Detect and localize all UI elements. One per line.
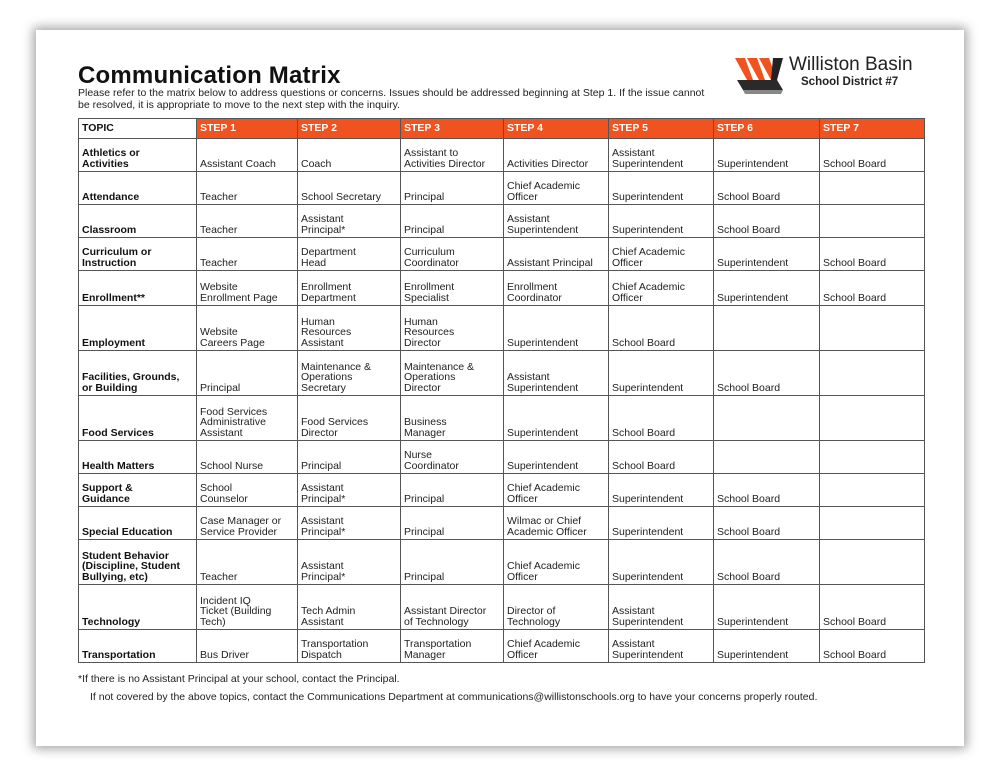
step-3-cell: Curriculum Coordinator: [401, 238, 504, 271]
step-5-cell: Superintendent: [609, 540, 714, 585]
step-3-cell: Principal: [401, 540, 504, 585]
step-5-cell: School Board: [609, 306, 714, 351]
intro-text: Please refer to the matrix below to address questions or concerns. Issues should be addressed beginning at Step 1. If the issue cannot be resolved, it is appropriate to move to the next step with the inquiry.: [78, 87, 705, 111]
step-2-cell: Tech Admin Assistant: [298, 585, 401, 630]
topic-cell: Athletics or Activities: [79, 139, 197, 172]
step-6-cell: School Board: [714, 474, 820, 507]
header-step-6: STEP 6: [714, 119, 820, 139]
step-2-cell: School Secretary: [298, 172, 401, 205]
step-5-cell: School Board: [609, 396, 714, 441]
step-4-cell: Assistant Superintendent: [504, 205, 609, 238]
step-6-cell: [714, 306, 820, 351]
topic-cell: Attendance: [79, 172, 197, 205]
step-2-cell: Assistant Principal*: [298, 507, 401, 540]
step-4-cell: Activities Director: [504, 139, 609, 172]
step-4-cell: Superintendent: [504, 441, 609, 474]
step-4-cell: Director of Technology: [504, 585, 609, 630]
step-6-cell: Superintendent: [714, 238, 820, 271]
contact-note: If not covered by the above topics, contact the Communications Department at communications@willistonschools.org to have your concerns properly routed.: [90, 691, 818, 703]
topic-cell: Curriculum or Instruction: [79, 238, 197, 271]
step-6-cell: School Board: [714, 540, 820, 585]
step-6-cell: School Board: [714, 172, 820, 205]
document-page: [36, 30, 964, 746]
topic-cell: Student Behavior (Discipline, Student Bullying, etc): [79, 540, 197, 585]
step-6-cell: School Board: [714, 351, 820, 396]
step-6-cell: Superintendent: [714, 585, 820, 630]
step-5-cell: Superintendent: [609, 351, 714, 396]
step-7-cell: [820, 172, 925, 205]
table-row: [79, 351, 925, 396]
step-1-cell: Principal: [197, 351, 298, 396]
table-row: [79, 306, 925, 351]
topic-cell: Employment: [79, 306, 197, 351]
topic-cell: Support & Guidance: [79, 474, 197, 507]
step-7-cell: [820, 396, 925, 441]
table-row: [79, 630, 925, 663]
topic-cell: Food Services: [79, 396, 197, 441]
step-4-cell: Chief Academic Officer: [504, 172, 609, 205]
page-title: Communication Matrix: [78, 62, 341, 89]
step-2-cell: Enrollment Department: [298, 271, 401, 306]
table-row: [79, 271, 925, 306]
step-7-cell: [820, 351, 925, 396]
step-5-cell: Superintendent: [609, 507, 714, 540]
header-step-7: STEP 7: [820, 119, 925, 139]
table-row: [79, 507, 925, 540]
step-1-cell: Food Services Administrative Assistant: [197, 396, 298, 441]
header-step-3: STEP 3: [401, 119, 504, 139]
step-7-cell: School Board: [820, 139, 925, 172]
table-row: [79, 172, 925, 205]
step-4-cell: Assistant Principal: [504, 238, 609, 271]
topic-cell: Special Education: [79, 507, 197, 540]
step-7-cell: [820, 441, 925, 474]
step-5-cell: Superintendent: [609, 474, 714, 507]
table-row: [79, 396, 925, 441]
step-6-cell: [714, 441, 820, 474]
logo-name: Williston Basin: [789, 54, 913, 75]
step-6-cell: Superintendent: [714, 630, 820, 663]
step-1-cell: Bus Driver: [197, 630, 298, 663]
step-6-cell: Superintendent: [714, 271, 820, 306]
table-row: [79, 474, 925, 507]
step-3-cell: Transportation Manager: [401, 630, 504, 663]
step-1-cell: Case Manager or Service Provider: [197, 507, 298, 540]
step-3-cell: Business Manager: [401, 396, 504, 441]
step-7-cell: School Board: [820, 271, 925, 306]
step-7-cell: [820, 306, 925, 351]
district-logo: [733, 50, 933, 100]
footnote: *If there is no Assistant Principal at your school, contact the Principal.: [78, 673, 400, 685]
step-2-cell: Transportation Dispatch: [298, 630, 401, 663]
table-header-row: [79, 119, 925, 139]
table-row: [79, 139, 925, 172]
topic-cell: Enrollment**: [79, 271, 197, 306]
step-1-cell: Teacher: [197, 238, 298, 271]
step-4-cell: Enrollment Coordinator: [504, 271, 609, 306]
step-2-cell: Assistant Principal*: [298, 540, 401, 585]
step-1-cell: Website Careers Page: [197, 306, 298, 351]
step-7-cell: [820, 205, 925, 238]
step-2-cell: Maintenance & Operations Secretary: [298, 351, 401, 396]
step-3-cell: Human Resources Director: [401, 306, 504, 351]
step-1-cell: Assistant Coach: [197, 139, 298, 172]
step-2-cell: Assistant Principal*: [298, 474, 401, 507]
step-3-cell: Principal: [401, 205, 504, 238]
step-4-cell: Superintendent: [504, 306, 609, 351]
step-4-cell: Chief Academic Officer: [504, 630, 609, 663]
topic-cell: Transportation: [79, 630, 197, 663]
step-5-cell: Assistant Superintendent: [609, 630, 714, 663]
step-7-cell: School Board: [820, 630, 925, 663]
step-3-cell: Assistant to Activities Director: [401, 139, 504, 172]
step-2-cell: Assistant Principal*: [298, 205, 401, 238]
step-1-cell: School Counselor: [197, 474, 298, 507]
step-6-cell: [714, 396, 820, 441]
step-1-cell: School Nurse: [197, 441, 298, 474]
logo-subtitle: School District #7: [801, 76, 899, 88]
topic-cell: Classroom: [79, 205, 197, 238]
step-2-cell: Principal: [298, 441, 401, 474]
step-7-cell: [820, 474, 925, 507]
step-5-cell: Assistant Superintendent: [609, 585, 714, 630]
communication-matrix-table: [78, 118, 925, 663]
step-1-cell: Teacher: [197, 172, 298, 205]
step-2-cell: Coach: [298, 139, 401, 172]
step-1-cell: Incident IQ Ticket (Building Tech): [197, 585, 298, 630]
step-2-cell: Human Resources Assistant: [298, 306, 401, 351]
step-4-cell: Wilmac or Chief Academic Officer: [504, 507, 609, 540]
step-4-cell: Assistant Superintendent: [504, 351, 609, 396]
header-step-5: STEP 5: [609, 119, 714, 139]
step-5-cell: Chief Academic Officer: [609, 271, 714, 306]
step-6-cell: School Board: [714, 205, 820, 238]
step-7-cell: [820, 507, 925, 540]
step-3-cell: Nurse Coordinator: [401, 441, 504, 474]
step-2-cell: Food Services Director: [298, 396, 401, 441]
step-3-cell: Principal: [401, 507, 504, 540]
wb-logo-mark-icon: [733, 50, 789, 96]
step-5-cell: Assistant Superintendent: [609, 139, 714, 172]
table-row: [79, 238, 925, 271]
step-1-cell: Teacher: [197, 540, 298, 585]
header-step-1: STEP 1: [197, 119, 298, 139]
step-1-cell: Website Enrollment Page: [197, 271, 298, 306]
header-step-4: STEP 4: [504, 119, 609, 139]
step-5-cell: Chief Academic Officer: [609, 238, 714, 271]
step-6-cell: Superintendent: [714, 139, 820, 172]
step-4-cell: Chief Academic Officer: [504, 540, 609, 585]
step-4-cell: Chief Academic Officer: [504, 474, 609, 507]
topic-cell: Technology: [79, 585, 197, 630]
step-7-cell: School Board: [820, 585, 925, 630]
table-row: [79, 441, 925, 474]
table-row: [79, 585, 925, 630]
step-4-cell: Superintendent: [504, 396, 609, 441]
step-2-cell: Department Head: [298, 238, 401, 271]
step-6-cell: School Board: [714, 507, 820, 540]
topic-cell: Facilities, Grounds, or Building: [79, 351, 197, 396]
step-3-cell: Maintenance & Operations Director: [401, 351, 504, 396]
header-step-2: STEP 2: [298, 119, 401, 139]
step-3-cell: Principal: [401, 474, 504, 507]
step-5-cell: Superintendent: [609, 205, 714, 238]
step-7-cell: [820, 540, 925, 585]
step-1-cell: Teacher: [197, 205, 298, 238]
table-row: [79, 205, 925, 238]
table-row: [79, 540, 925, 585]
step-3-cell: Enrollment Specialist: [401, 271, 504, 306]
table-body: [79, 139, 925, 663]
step-5-cell: School Board: [609, 441, 714, 474]
header-topic: TOPIC: [79, 119, 197, 139]
step-7-cell: School Board: [820, 238, 925, 271]
step-3-cell: Assistant Director of Technology: [401, 585, 504, 630]
step-3-cell: Principal: [401, 172, 504, 205]
step-5-cell: Superintendent: [609, 172, 714, 205]
topic-cell: Health Matters: [79, 441, 197, 474]
